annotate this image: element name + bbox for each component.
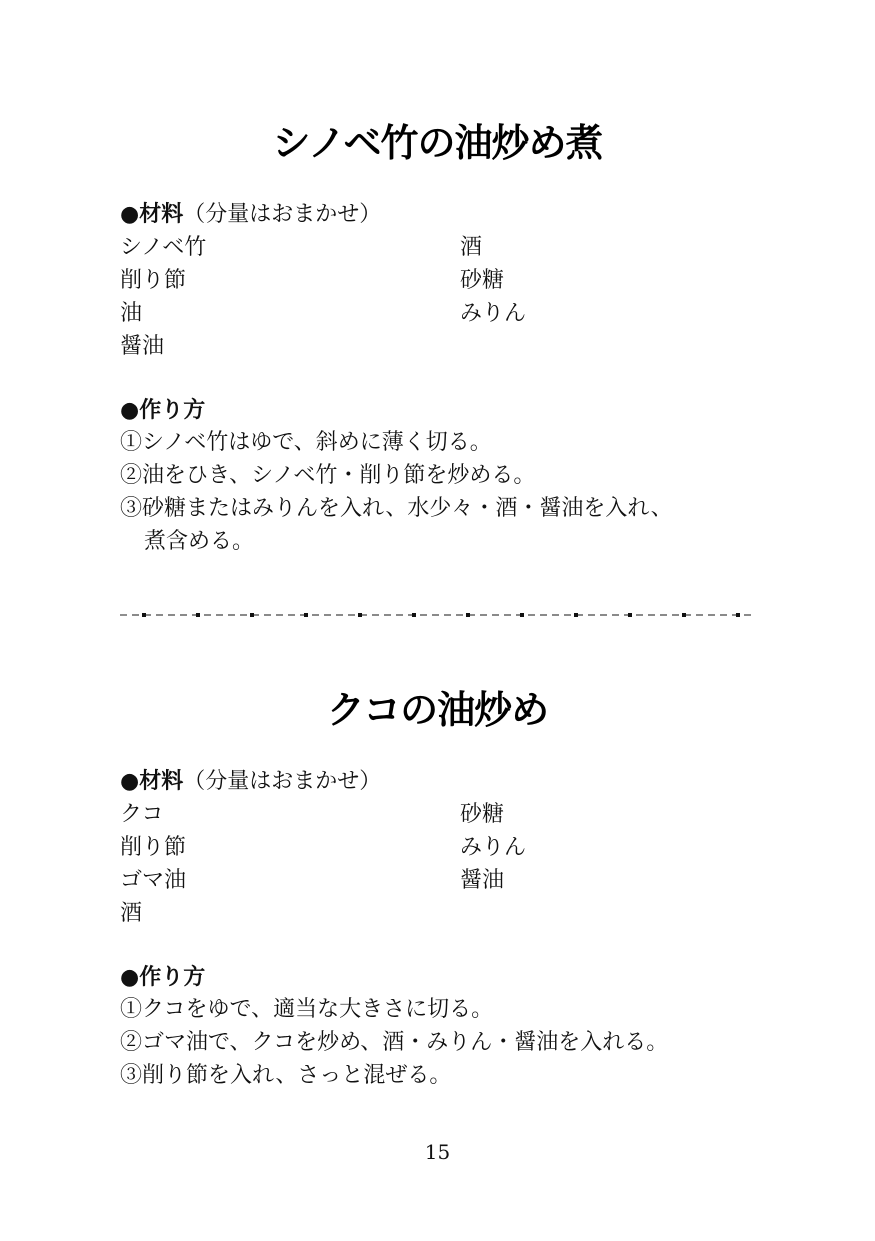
- divider-dot: [250, 613, 254, 617]
- method-heading-label: ●作り方: [120, 965, 206, 990]
- recipe-title: シノベ竹の油炒め煮: [272, 121, 603, 165]
- step-continuation: 煮含める。: [144, 529, 255, 554]
- step-item: ①クコをゆで、適当な大きさに切る。: [120, 997, 494, 1022]
- method-heading: [120, 967, 205, 989]
- divider-dot: [358, 613, 362, 617]
- divider-dot: [466, 613, 470, 617]
- ingredients-note: （分量はおまかせ）: [183, 202, 382, 227]
- step-item: [120, 492, 780, 558]
- method-heading-label: ●作り方: [120, 398, 206, 423]
- ingredient-item: 削り節: [120, 835, 187, 860]
- ingredient-item: 酒: [460, 235, 483, 260]
- ingredient-item: 砂糖: [460, 268, 505, 293]
- step-item: ②ゴマ油で、クコを炒め、酒・みりん・醤油を入れる。: [120, 1030, 669, 1055]
- divider-dot: [628, 613, 632, 617]
- divider-dot: [196, 613, 200, 617]
- divider-dot: [304, 613, 308, 617]
- method-heading: [120, 400, 205, 422]
- ingredient-item: 砂糖: [460, 802, 505, 827]
- step-item: ②油をひき、シノベ竹・削り節を炒める。: [120, 463, 536, 488]
- ingredient-item: 酒: [120, 901, 143, 926]
- page-number: 15: [424, 1140, 451, 1164]
- ingredient-list: [120, 231, 760, 363]
- ingredient-item: みりん: [460, 301, 527, 326]
- ingredient-item: クコ: [120, 802, 164, 827]
- ingredient-item: 醤油: [120, 334, 165, 359]
- step-list: [120, 993, 780, 1092]
- recipe-title: クコの油炒め: [326, 688, 549, 732]
- divider-dot: [682, 613, 686, 617]
- ingredients-heading-label: ●材料: [120, 769, 184, 794]
- divider-dot: [412, 613, 416, 617]
- divider-dot: [574, 613, 578, 617]
- ingredient-item: シノベ竹: [120, 235, 207, 260]
- ingredient-item: 油: [120, 301, 143, 326]
- ingredients-heading-label: ●材料: [120, 202, 184, 227]
- divider-dot: [142, 613, 146, 617]
- dotted-divider: [120, 610, 756, 620]
- step-text: ③砂糖またはみりんを入れ、水少々・酒・醤油を入れ、: [120, 496, 673, 521]
- step-list: [120, 426, 780, 558]
- ingredient-list: [120, 798, 760, 930]
- step-item: ③削り節を入れ、さっと混ぜる。: [120, 1063, 452, 1088]
- divider-dot: [736, 613, 740, 617]
- step-item: ①シノベ竹はゆで、斜めに薄く切る。: [120, 430, 492, 455]
- ingredient-item: ゴマ油: [120, 868, 187, 893]
- ingredient-item: 醤油: [460, 868, 505, 893]
- ingredients-heading: [120, 771, 381, 793]
- ingredient-item: 削り節: [120, 268, 187, 293]
- ingredients-heading: [120, 204, 381, 226]
- divider-dot: [520, 613, 524, 617]
- ingredients-note: （分量はおまかせ）: [183, 769, 382, 794]
- ingredient-item: みりん: [460, 835, 527, 860]
